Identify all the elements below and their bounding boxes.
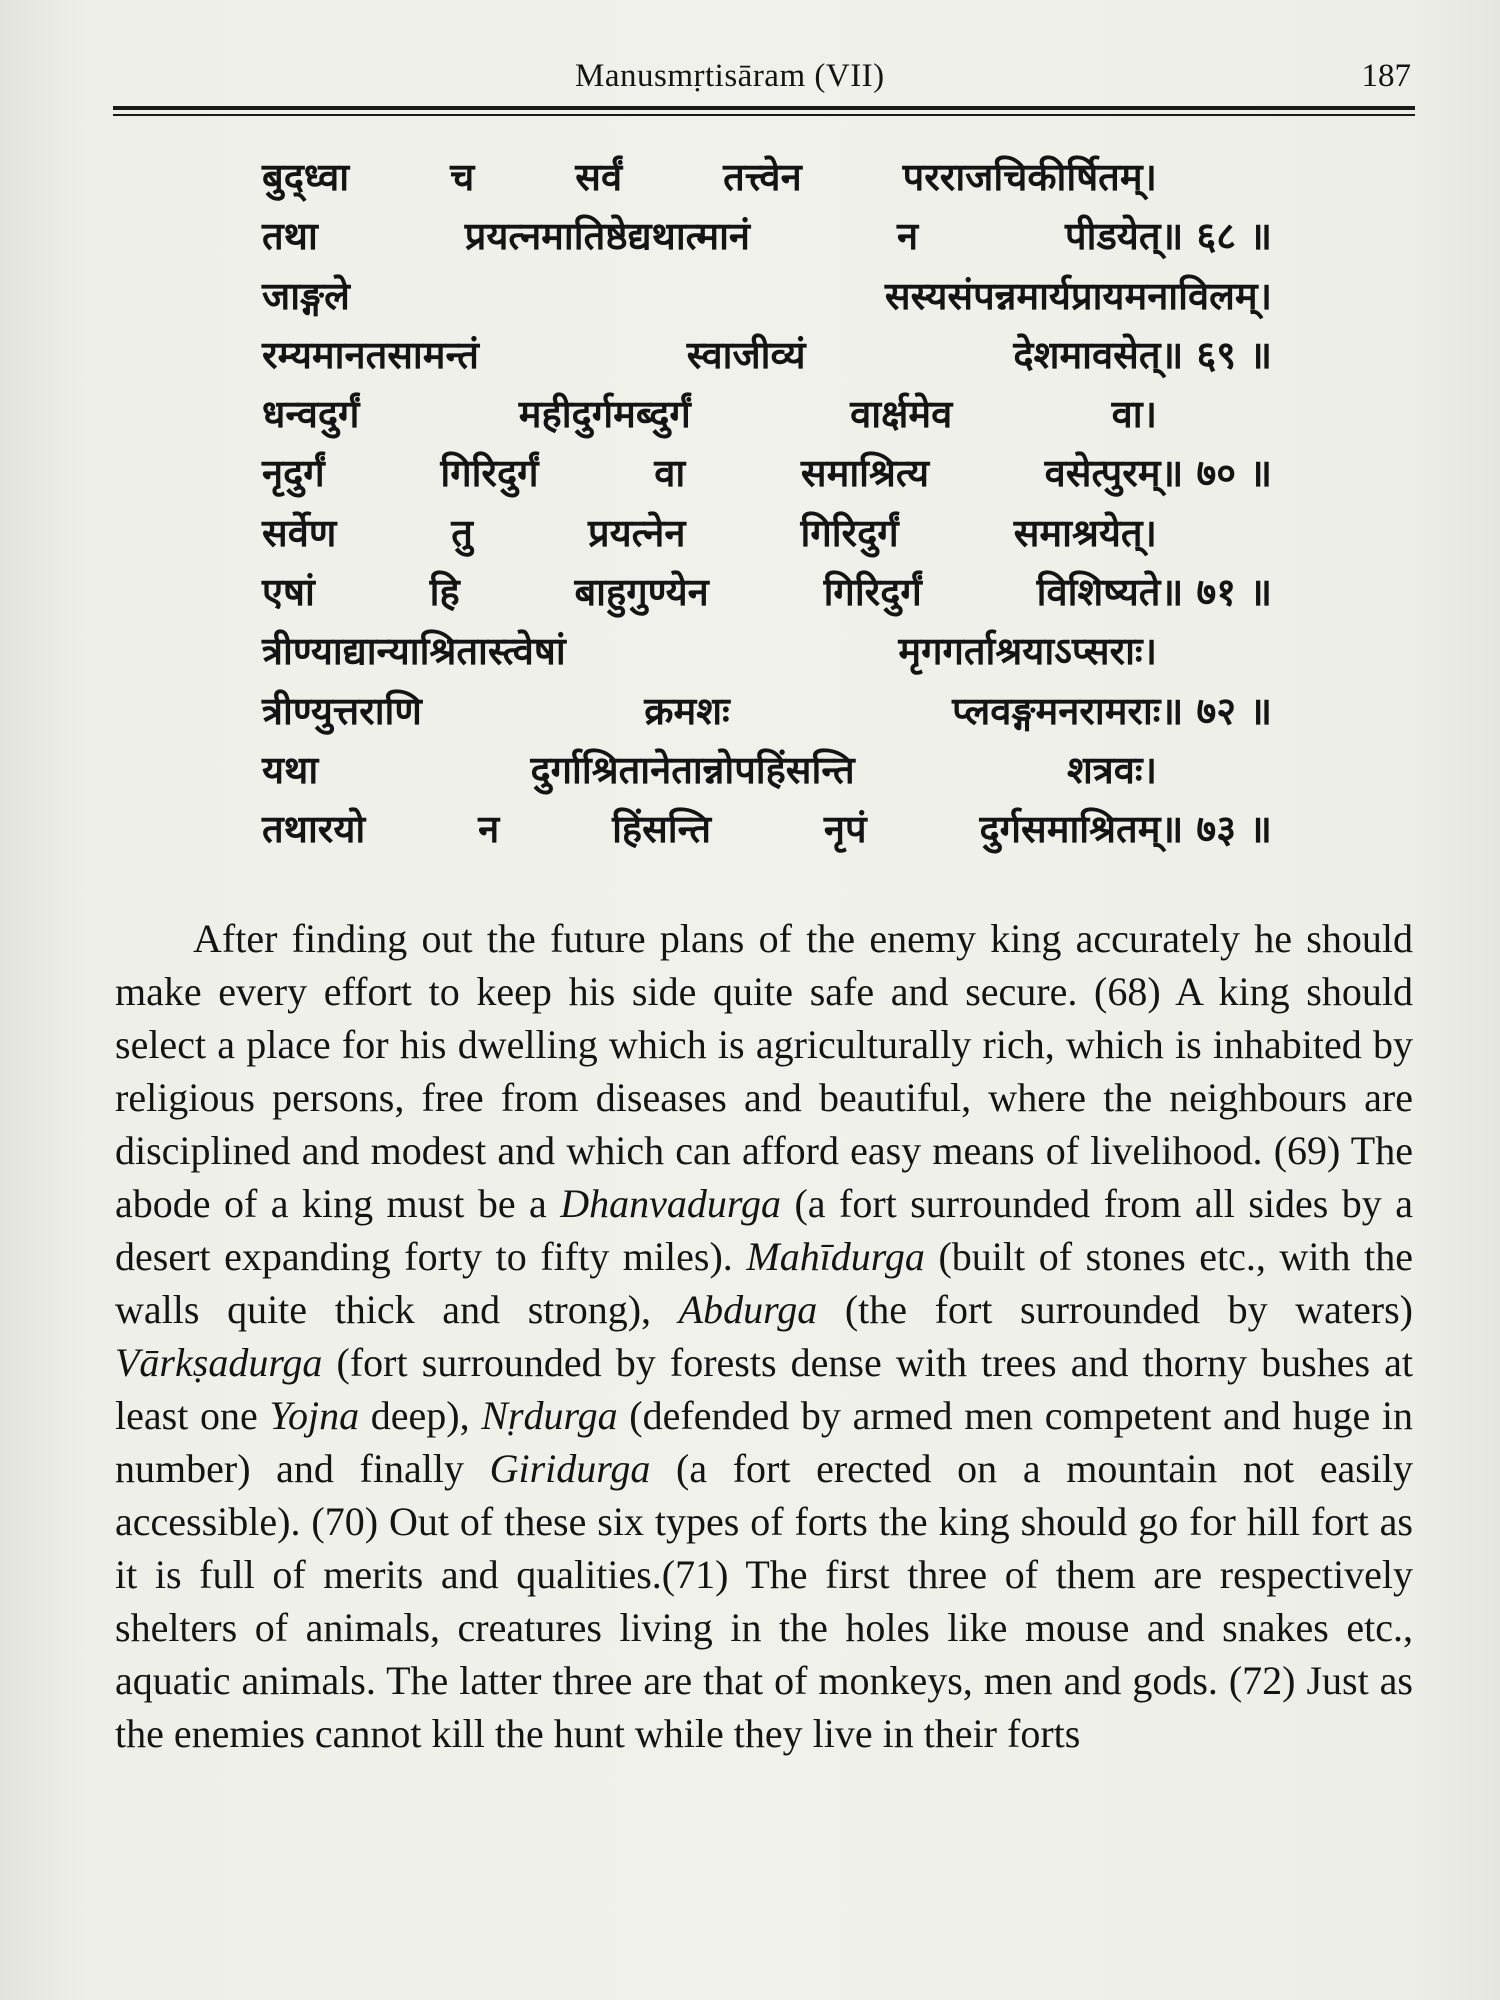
verse-word: हिंसन्ति: [612, 807, 712, 852]
verse-word: समाश्रित्य: [800, 451, 929, 496]
translation-text: (a fort surrounded from all sides by a desert expanding forty to fifty miles).: [115, 1181, 1414, 1279]
verse-word: हि: [429, 570, 460, 615]
fort-term: Mahīdurga: [746, 1234, 925, 1279]
translation-text: (a fort erected on a mountain not easily accessible). (70) Out of these six types of forts the king should go for hill fort as it is full of merits and qualities.(71) The first three of them are respectively shelters of animals, creatures living in the holes like mouse and snakes etc., aquatic animals. The latter three are that of monkeys, men and gods. (72) Just as the enemies cannot kill the hunt while they live in their forts: [115, 1446, 1413, 1756]
verse-word: यथा: [262, 747, 319, 792]
verse-word: वार्क्षमेव: [850, 392, 953, 437]
verse-line: [262, 563, 1272, 622]
verse-line: [262, 267, 1272, 326]
fort-term: Dhanvadurga: [560, 1181, 781, 1226]
verse-line: [262, 682, 1272, 741]
english-translation: [115, 912, 1413, 1760]
verse-word: न: [896, 214, 919, 259]
verse-word: सर्वेण: [262, 510, 337, 555]
fort-term: Yojna: [269, 1393, 360, 1438]
verse-word: प्लवङ्गमनरामराः॥ ७२ ॥: [952, 688, 1272, 733]
verse-line: [262, 385, 1157, 444]
verse-word: शत्रवः।: [1066, 747, 1157, 792]
verse-line: [262, 504, 1157, 563]
verse-word: धन्वदुर्गं: [262, 392, 360, 437]
verse-word: तथा: [262, 214, 318, 259]
verse-word: न: [478, 807, 500, 852]
running-title: Manusmṛtisāram (VII): [575, 58, 885, 94]
translation-text: (the fort surrounded by waters): [817, 1287, 1414, 1332]
verse-line: [262, 622, 1157, 681]
translation-text: (built of stones etc., with the walls quite thick and strong),: [115, 1234, 1413, 1332]
verse-word: गिरिदुर्गं: [823, 570, 922, 615]
verse-line: [262, 800, 1272, 859]
sanskrit-verses: [262, 148, 1272, 860]
verse-word: नृदुर्गं: [262, 451, 325, 496]
verse-word: क्रमशः: [644, 688, 730, 733]
verse-word: गिरिदुर्गं: [800, 510, 899, 555]
fort-term: Nṛdurga: [481, 1393, 618, 1438]
verse-line: [262, 444, 1272, 503]
verse-word: समाश्रयेत्।: [1013, 510, 1157, 555]
translation-text: (fort surrounded by forests dense with trees and thorny bushes at least one: [115, 1340, 1413, 1438]
header-rule-thin: [113, 114, 1415, 116]
verse-word: प्रयत्नमातिष्ठेद्यथात्मानं: [464, 214, 751, 259]
verse-word: महीदुर्गमब्दुर्गं: [518, 392, 691, 437]
verse-word: विशिष्यते॥ ७१ ॥: [1036, 570, 1272, 615]
verse-word: सर्वं: [575, 155, 623, 199]
page-number: 187: [1361, 58, 1411, 94]
verse-word: त्रीण्याद्यान्याश्रितास्त्वेषां: [262, 629, 566, 674]
verse-word: नृपं: [823, 807, 867, 852]
verse-line: [262, 741, 1157, 800]
verse-word: दुर्गाश्रितानेतान्नोपहिंसन्ति: [530, 747, 855, 792]
running-header: [115, 52, 1415, 102]
verse-line: [262, 148, 1157, 207]
verse-word: जाङ्गले: [262, 273, 350, 318]
verse-word: गिरिदुर्गं: [440, 451, 539, 496]
verse-word: च: [450, 155, 475, 199]
verse-word: तथारयो: [262, 807, 366, 852]
verse-word: रम्यमानतसामन्तं: [262, 332, 479, 377]
verse-line: [262, 326, 1272, 385]
verse-word: देशमावसेत्॥ ६९ ॥: [1013, 332, 1272, 377]
verse-word: मृगगर्ताश्रयाऽप्सराः।: [898, 629, 1157, 674]
header-rule-thick: [113, 106, 1415, 110]
verse-word: स्वाजीव्यं: [686, 332, 806, 377]
verse-word: तु: [451, 510, 473, 555]
verse-word: एषां: [262, 570, 315, 615]
verse-word: सस्यसंपन्नमार्यप्रायमनाविलम्।: [884, 273, 1272, 318]
verse-word: बाहुगुण्येन: [574, 570, 709, 615]
verse-word: पीडयेत्॥ ६८ ॥: [1065, 214, 1272, 259]
fort-term: Vārkṣadurga: [115, 1340, 323, 1385]
verse-word: त्रीण्युत्तराणि: [262, 688, 422, 733]
verse-word: वसेत्पुरम्॥ ७० ॥: [1044, 451, 1272, 496]
translation-text: After finding out the future plans of the enemy king accurately he should make every effort to keep his side quite safe and secure. (68) A king should select a place for his dwelling which is agriculturally rich, which is inhabited by religious persons, free from diseases and beautiful, where the neighbours are disciplined and modest and which can afford easy means of livelihood. (69) The abode of a king must be a: [115, 916, 1413, 1226]
verse-word: प्रयत्नेन: [587, 510, 686, 555]
translation-text: deep),: [359, 1393, 482, 1438]
verse-word: तत्त्वेन: [723, 155, 802, 199]
verse-word: दुर्गसमाश्रितम्॥ ७३ ॥: [979, 807, 1272, 852]
verse-line: [262, 207, 1272, 266]
fort-term: Giridurga: [489, 1446, 651, 1491]
fort-term: Abdurga: [678, 1287, 818, 1332]
verse-word: वा: [654, 451, 686, 496]
translation-text: (defended by armed men competent and huge in number) and finally: [115, 1393, 1413, 1491]
verse-word: वा।: [1111, 392, 1157, 437]
verse-word: परराजचिकीर्षितम्।: [902, 155, 1157, 199]
verse-word: बुद्ध्वा: [262, 155, 350, 199]
